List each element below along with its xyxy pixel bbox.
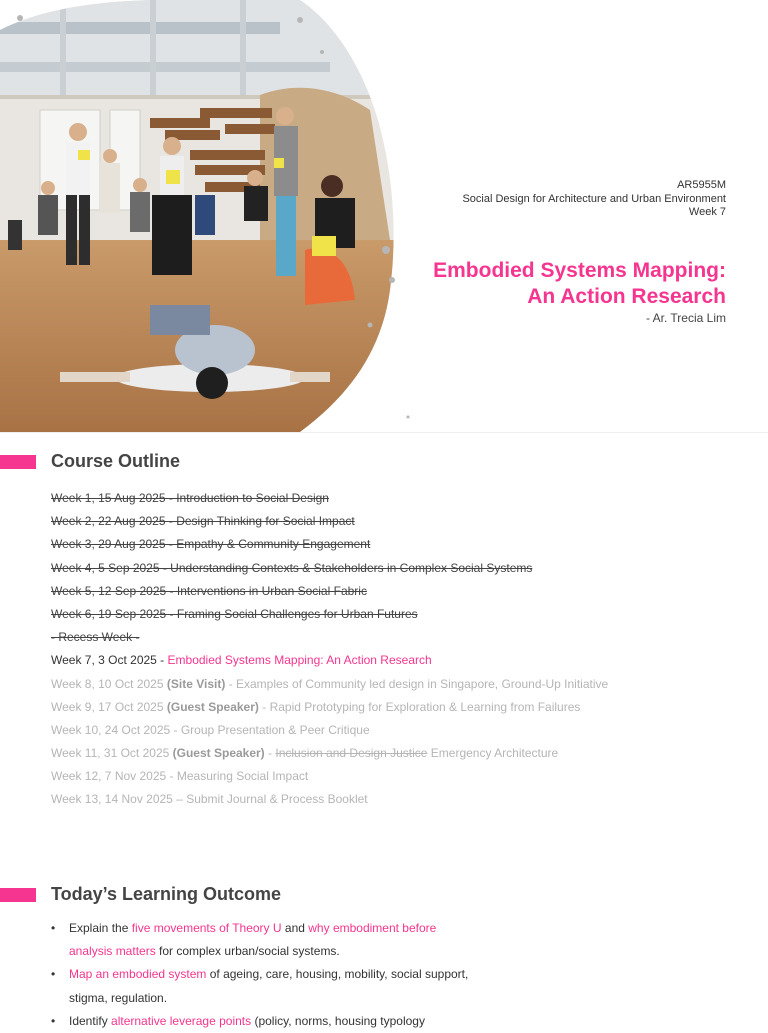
outline-item-week-8 — [51, 673, 608, 696]
course-code: AR5955M — [677, 179, 726, 191]
outline-item-week-1: Week 1, 15 Aug 2025 - Introduction to Social Design — [51, 491, 329, 505]
outline-item-week-11 — [51, 742, 608, 765]
outline-item-week-13: Week 13, 14 Nov 2025 – Submit Journal & Process Booklet — [51, 792, 368, 807]
talk-title-line-1: Embodied Systems Mapping: — [433, 259, 726, 282]
outline-item-week-9 — [51, 696, 608, 719]
learning-outcome-list — [51, 917, 471, 1033]
course-name: Social Design for Architecture and Urban Environment — [462, 192, 726, 205]
outcome-3-text-a: Identify — [69, 1013, 112, 1028]
outcome-1-highlight-a: five movements of Theory U — [131, 921, 282, 935]
outline-item-week-6: Week 6, 19 Sep 2025 - Framing Social Challenges for Urban Futures — [51, 606, 418, 621]
week-7-date: Week 7, 3 Oct 2025 - — [51, 653, 168, 668]
outcome-2-highlight: Map an embodied system — [69, 967, 207, 982]
outcome-item-1 — [51, 917, 471, 963]
week-11-struck-topic: Inclusion and Design Justice — [275, 746, 428, 761]
divider — [0, 432, 768, 433]
outline-item-week-7 — [51, 649, 608, 672]
outcome-2-text: of ageing, care, housing, mobility, social support, stigma, regulation. — [69, 967, 469, 1005]
week-11-dash: - — [264, 746, 276, 761]
week-9-date: Week 9, 17 Oct 2025 — [51, 699, 167, 714]
title-slide — [0, 0, 768, 432]
week-8-date: Week 8, 10 Oct 2025 — [51, 676, 167, 691]
outline-item-week-3: Week 3, 29 Aug 2025 - Empathy & Community Engagement — [51, 537, 371, 552]
week-9-topic: - Rapid Prototyping for Exploration & Learning from Failures — [258, 699, 581, 714]
week-8-topic: - Examples of Community led design in Singapore, Ground-Up Initiative — [225, 676, 609, 691]
course-info — [462, 179, 726, 220]
course-week: Week 7 — [688, 206, 726, 218]
talk-author: - Ar. Trecia Lim — [645, 311, 726, 325]
outcome-1-text-c: for complex urban/social systems. — [155, 944, 340, 959]
outcome-3-text-b: (policy, norms, housing typology — [251, 1013, 425, 1028]
outcome-item-3 — [51, 1010, 471, 1033]
course-outline-list — [51, 487, 608, 812]
outline-item-week-5: Week 5, 12 Sep 2025 - Interventions in Urban Social Fabric — [51, 583, 367, 598]
week-7-topic: Embodied Systems Mapping: An Action Research — [167, 653, 432, 668]
outcome-item-2 — [51, 963, 471, 1009]
talk-title-line-2: An Action Research — [527, 285, 726, 308]
week-11-tag: (Guest Speaker) — [172, 746, 265, 761]
week-11-topic: Emergency Architecture — [427, 746, 559, 761]
week-8-tag: (Site Visit) — [166, 676, 226, 691]
week-11-date: Week 11, 31 Oct 2025 — [51, 746, 173, 761]
section-accent-bar — [0, 455, 36, 469]
learning-outcome-heading: Today’s Learning Outcome — [51, 884, 282, 904]
workshop-photo — [0, 0, 410, 432]
section-accent-bar — [0, 888, 36, 902]
course-outline-heading: Course Outline — [51, 451, 181, 471]
outline-item-week-2: Week 2, 22 Aug 2025 - Design Thinking for Social Impact — [51, 514, 355, 529]
talk-title — [433, 258, 726, 310]
week-9-tag: (Guest Speaker) — [166, 699, 259, 714]
outcome-1-highlight-b: why embodiment before analysis matters — [69, 921, 437, 959]
outcome-3-highlight: alternative leverage points — [111, 1013, 252, 1028]
outline-item-recess: - Recess Week - — [51, 630, 140, 645]
outcome-1-text-b: and — [281, 921, 309, 935]
outline-item-week-12: Week 12, 7 Nov 2025 - Measuring Social Impact — [51, 769, 309, 784]
outcome-1-text-a: Explain the — [69, 921, 132, 935]
outline-item-week-10: Week 10, 24 Oct 2025 - Group Presentation & Peer Critique — [51, 722, 370, 737]
outline-item-week-4: Week 4, 5 Sep 2025 - Understanding Contexts & Stakeholders in Complex Social Systems — [51, 560, 533, 575]
